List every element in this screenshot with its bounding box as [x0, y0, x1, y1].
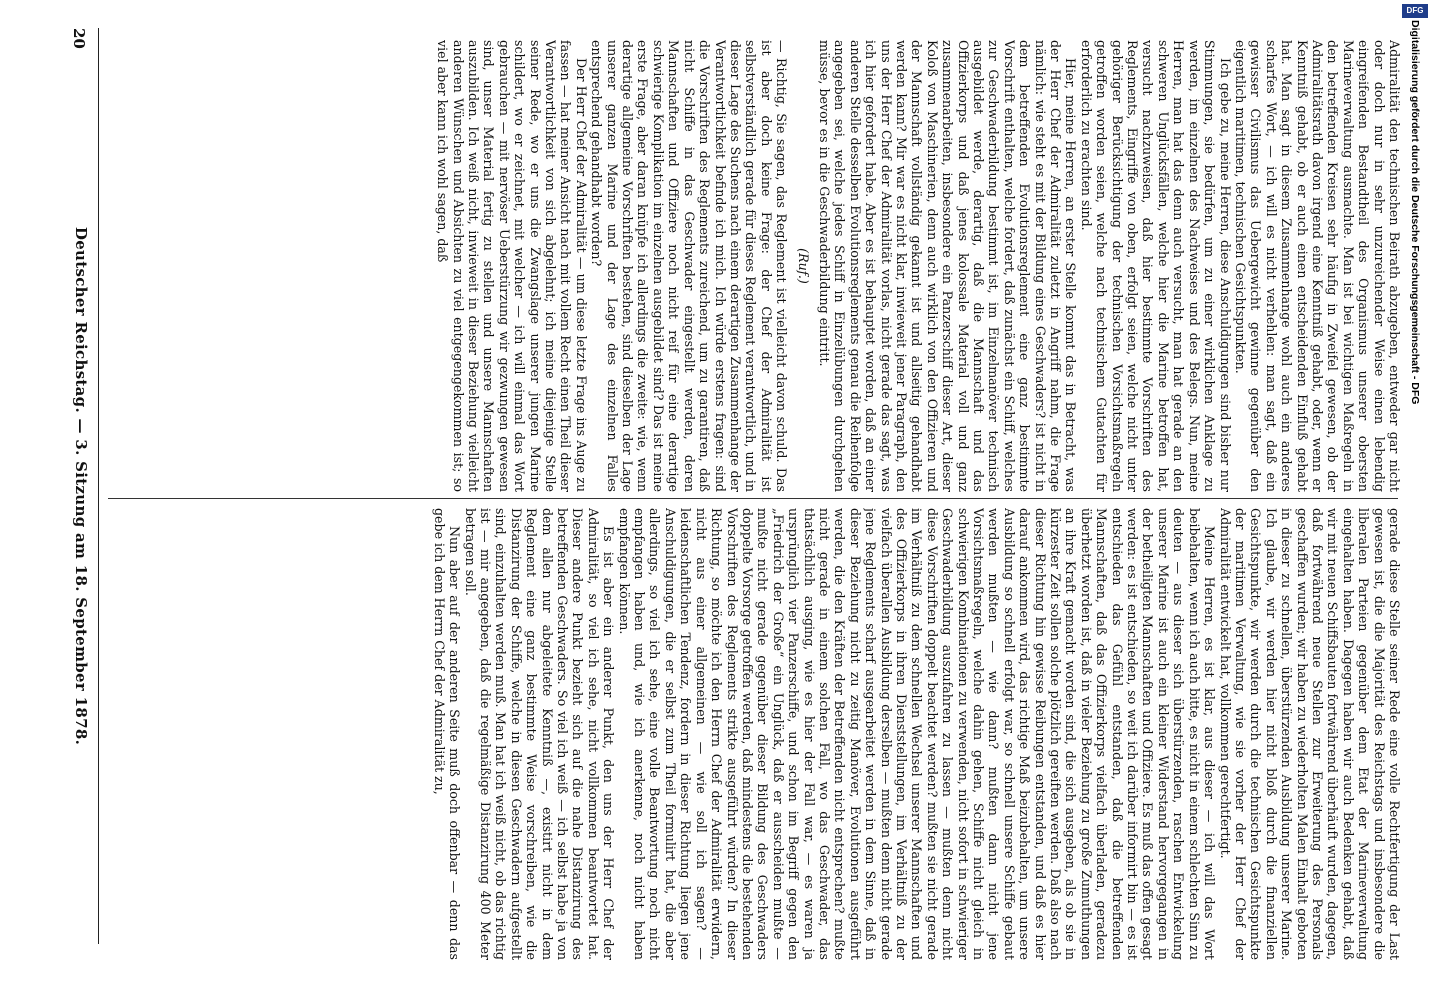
paragraph: Meine Herren, es ist klar, aus dieser — ich will das Wort beibehalten, wenn ich auch bitte, es nicht in einem schlechten Sinn zu deuten — aus dieser sich überstürzenden, raschen Entwickelung unserer Marine ist auch ein kleiner Widerstand hervorgegangen in der betheiligten Mannschaften und Offiziere. Es muß das offen gesagt werden: es ist entschieden, so weit ich darüber informirt bin — es ist entschieden das Gefühl entstanden, daß die betreffenden Mannschaften, daß das Offizierkorps vielfach überladen, geradezu überhetzt worden ist, daß in vieler Beziehung zu große Zumuthungen an ihre Kraft gemacht worden sind, die sich ausgeben, als ob sie in kürzester Zeit sollen solche plötzlich gereiften werden. Daß also nach dieser Richtung hin gewisse Reibungen entstanden, und daß es hier darauf ankommen wird, das richtige Maß beizubehalten, um unsere Ausbildung so schnell erfolgt war, so schnell unsere Schiffe gebaut werden mußten — wie dann? mußten dann nicht jene Vorsichtsmaßregeln, welche dahin gehen, Schiffe nicht gleich in schwierigen Kombinationen zu verwenden, nicht sofort in schwieriger Geschwaderbildung auszufahren zu lassen — mußten denn nicht diese Vorschriften doppelt beachtet werden? mußten sie nicht gerade im Verhältniß zu dem schnellen Wechsel unserer Mannschaften und des Offizierkorps in ihren Dienststellungen, im Verhältniß zu der vielfach überallen Ausbildung derselben — mußten denn nicht gerade jene Reglements scharf ausgearbeitet werden in dem Sinne, daß in dieser Beziehung nicht zu zeitig Manöver, Evolutionen ausgeführt werden, die den Kräften der Betreffenden nicht entsprechen? mußte nicht gerade in einem solchen Fall, wo das Geschwader, das thatsächlich ausging, wie es hier der Fall war, — es waren ja ursprünglich vier Panzerschiffe, und schon im Begriff gegen den „Friedrich der Große“ ein Unglück, daß er ausscheiden mußte — mußte nicht gerade gegenüber dieser Bildung des Geschwaders doppelte Vorsorge getroffen werden, daß mindestens die bestehenden Vorschriften des Reglements strikte ausgeführt würden? In dieser Richtung, so möchte ich den Herrn Chef der Admiralität erwidern, nicht aus einer allgemeinen — wie soll ich sagen? — leidenschaftlichen Tendenz, fordern in dieser Richtung liegen jene Anschuldigungen, die er selbst zum Theil formulirt hat, die aber allerdings, so viel ich sehe, eine volle Beantwortung noch nicht empfangen haben und, wie ich anerkenne, noch nicht haben empfangen können.: [616, 508, 1218, 960]
paragraph: — Richtig, Sie sagen, das Reglement ist vielleicht davon schuld. Das ist aber doch keine Frage: der Chef der Admiralität ist selbstverständlich gerade für dieses Reglement verantwortlich, und in dieser Lage des Suchens nach einem derartigen Zusammenhange der Verantwortlichkeit befinde ich mich. Ich würde erstens fragen: sind die Vorschriften des Reglements zureichend, um zu garantiren, daß nicht Schiffe in das Geschwader eingestellt werden, deren Mannschaften und Offiziere noch nicht reif für eine derartige schwierige Komplikation im einzelnen ausgebildet sind? Das ist meine erste Frage, aber daran knüpfe ich allerdings die zweite: wie, wenn derartige allgemeine Vorschriften bestehen, sind dieselben der Lage unserer ganzen Marine und der Lage des einzelnen Falles entsprechend gehandhabt worden?: [589, 40, 790, 492]
interjection: (Ruf.): [795, 248, 811, 284]
header-rule: [98, 28, 99, 944]
paragraph: Ich gebe zu, meine Herren, diese Anschuldigungen sind bisher nur Stimmungen, sie bedürfen, um zu einer wirklichen Anklage zu werden, im einzelnen des Nachweises und des Belegs. Nun, meine Herren, man hat das denn auch versucht, man hat gerade an den schweren Unglücksfällen, welche hier die Marine betroffen hat, versucht nachzuweisen, daß hier bestimmte Vorschriften des Reglements, Eingriffe von oben, erfolgt seien, welche nicht unter gehöriger Berücksichtigung der technischen Vorsichtsmaßregeln getroffen worden seien, welche nach technischem Gutachten für erforderlich zu erachten sind.: [1078, 40, 1233, 492]
paragraph: Der Herr Chef der Admiralität — um diese letzte Frage ins Auge zu fassen — hat meiner Ansicht nach mit vollem Recht einen Theil dieser Verantwortlichkeit von sich abgelehnt; ich meine diejenige Stelle seiner Rede, wo er uns die Zwangslage unserer jungen Marine schildert, wo er zeichnet, mit welcher — ich will einmal das Wort gebrauchen — mit nervöser Ueberstürzung wir gezwungen gewesen sind, unser Material fertig zu stellen und unsere Mannschaften auszubilden. Ich weiß nicht, inwieweit in dieser Beziehung vielleicht anderen Wünschen und Absichten zu viel entgegengekommen ist; so viel aber kann ich wohl sagen, daß: [435, 40, 589, 492]
paragraph: Nun aber auf der anderen Seite muß doch offenbar — denn das gebe ich dem Herrn Chef der Admiralität zu,: [431, 508, 463, 960]
dfg-logo: DFG: [1402, 4, 1428, 18]
digitization-credit: [1404, 20, 1426, 780]
credit-text: Digitalisierung gefördert durch die Deutsche Forschungsgemeinschaft - DFG: [1409, 20, 1421, 405]
page-number: 20: [70, 28, 88, 49]
paragraph: gerade diese Stelle seiner Rede eine volle Rechtfertigung der Last gewesen ist, die die Majorität des Reichstags und insbesondere die liberalen Parteien gegenüber dem Etat der Marineverwaltung eingehalten haben. Dagegen haben wir auch Bedenken gehabt, daß wir mit neuen Schiffsbauten fortwährend überhäuft wurden, dagegen, daß fortwährend neue Stellen zur Erweiterung des Personals geschaffen wurden; wir haben zu wiederholten Malen Einhalt geboten in dieser zu schnellen, überstürzenden Ausbildung unserer Marine. Ich glaube, wir werden hier nicht bloß durch die finanziellen Gesichtspunkte, wir werden durch die technischen Gesichtspunkte der maritimen Verwaltung, wie sie vorher der Herr Chef der Admiralität entwickelt hat, vollkommen gerechtfertigt.: [1217, 508, 1402, 960]
paragraph: Es ist aber ein anderer Punkt, den uns der Herr Chef der Admiralität, so viel ich sehe, nicht vollkommen beantwortet hat. Dieser andere Punkt bezieht sich auf die nahe Distanzirung des betreffenden Geschwaders. So viel ich weiß — ich selbst habe ja von dem allen nur abgeleitete Kenntniß —, existirt nicht in dem Reglement eine ganz bestimmte Weise vorschreiben, wie die Distanzirung der Schiffe, welche in diesen Geschwadern aufgestellt sind, einzuhalten werden muß. Man hat ich weiß nicht, ob das richtig ist — mir angegeben, daß die regelmäßige Distanzirung 400 Meter betragen soll.: [462, 508, 617, 960]
right-column: [106, 508, 1402, 960]
page-title: Deutscher Reichstag. — 3. Sitzung am 18. September 1878.: [72, 226, 90, 746]
page-header: [60, 28, 94, 944]
paragraph: Admiralität den technischen Beirath abzugeben, entweder gar nicht oder doch nur in sehr unzureichender Weise einen lebendig eingreifenden Bestandtheil des Organismus unserer obersten Marineverwaltung ausmachte. Man ist bei wichtigen Maßregeln in den betreffenden Kreisen sehr häufig in Zweifel gewesen, ob der Admiralitätsrath davon irgend eine Kenntniß gehabt, oder, wenn er Kenntniß gehabt, ob er auch einen entscheidenden Einfluß gehabt hat. Man sagt in diesem Zusammenhange wohl auch ein anderes scharfes Wort, — ich will es nicht verhehlen: man sagt, daß ein gewisser Civilismus das Uebergewicht gewinne gegenüber den eigentlich maritimen, technischen Gesichtspunkten.: [1232, 40, 1402, 492]
paragraph: Hier, meine Herren, an erster Stelle kommt das in Betracht, was der Herr Chef der Admiralität zuletzt in Angriff nahm, die Frage nämlich: wie steht es mit der Bildung eines Geschwaders? ist nicht in dem betreffenden Evolutionsreglement eine ganz bestimmte Vorschrift enthalten, welche fordert, daß zunächst ein Schiff, welches zur Geschwaderbildung bestimmt ist, im Einzelmanöver technisch ausgebildet werde, derartig, daß die Mannschaft und das Offizierkorps und daß jenes kolossale Material voll und ganz zusammenarbeiten, insbesondere ein Panzerschiff dieser Art, dieser Koloß von Maschinerien, denn auch wirklich von den Offizieren und der Mannschaft vollständig gekannt ist und allseitig gehandhabt werden kann? Mir war es nicht klar, inwieweit jener Paragraph, den uns der Herr Chef der Admiralität vorlas, nicht gerade das sagt, was ich hier gefordert habe. Aber es ist behauptet worden, daß an einer anderen Stelle desselben Evolutionsreglements genau die Reihenfolge angegeben sei, welche jedes Schiff in Einzelübungen durchgehen müsse, bevor es in die Geschwaderbildung eintritt.: [816, 40, 1079, 492]
left-column: [106, 40, 1402, 492]
column-divider: [108, 498, 1398, 499]
